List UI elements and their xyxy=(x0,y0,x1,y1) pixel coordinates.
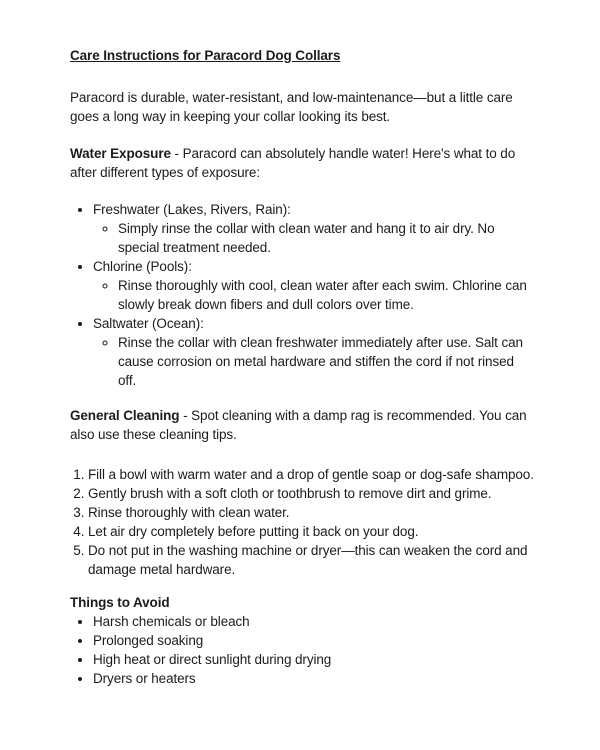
saltwater-label: Saltwater (Ocean): xyxy=(93,316,204,331)
things-to-avoid-heading: Things to Avoid xyxy=(70,595,170,610)
avoid-item-dryers-text: Dryers or heaters xyxy=(93,671,196,686)
saltwater-sub-list xyxy=(93,333,534,390)
cleaning-step-3 xyxy=(88,503,534,522)
cleaning-step-3-text: Rinse thoroughly with clean water. xyxy=(88,505,290,520)
cleaning-step-1 xyxy=(88,465,534,484)
list-item-saltwater xyxy=(93,314,534,390)
list-item-chlorine xyxy=(93,257,534,314)
page-title: Care Instructions for Paracord Dog Collars xyxy=(70,48,341,63)
avoid-item-dryers xyxy=(93,669,534,688)
cleaning-steps-list xyxy=(70,465,534,579)
list-item-saltwater-detail xyxy=(118,333,534,390)
avoid-item-soaking xyxy=(93,631,534,650)
cleaning-step-1-text: Fill a bowl with warm water and a drop of gentle soap or dog-safe shampoo. xyxy=(88,467,534,482)
avoid-item-soaking-text: Prolonged soaking xyxy=(93,633,204,648)
general-cleaning-text: - Spot cleaning with a damp rag is recommended. You can also use these cleaning tips. xyxy=(70,408,527,442)
chlorine-sub-list xyxy=(93,276,534,314)
freshwater-sub-list xyxy=(93,219,534,257)
avoid-item-heat xyxy=(93,650,534,669)
avoid-item-heat-text: High heat or direct sunlight during drying xyxy=(93,652,332,667)
general-cleaning-heading: General Cleaning xyxy=(70,408,180,423)
general-cleaning-paragraph xyxy=(70,406,534,444)
freshwater-detail: Simply rinse the collar with clean water and hang it to air dry. No special treatment needed. xyxy=(118,221,495,255)
chlorine-detail: Rinse thoroughly with cool, clean water after each swim. Chlorine can slowly break down fibers and dull colors over time. xyxy=(118,278,527,312)
avoid-item-chemicals xyxy=(93,612,534,631)
list-item-freshwater-detail xyxy=(118,219,534,257)
water-exposure-heading: Water Exposure xyxy=(70,146,171,161)
cleaning-step-4 xyxy=(88,522,534,541)
water-exposure-paragraph xyxy=(70,144,534,182)
cleaning-step-2 xyxy=(88,484,534,503)
water-exposure-text: - Paracord can absolutely handle water! Here's what to do after different types of exposure: xyxy=(70,146,516,180)
water-exposure-list xyxy=(70,200,534,390)
intro-paragraph: Paracord is durable, water-resistant, and low-maintenance—but a little care goes a long way in keeping your collar looking its best. xyxy=(70,90,513,124)
list-item-freshwater xyxy=(93,200,534,257)
cleaning-step-4-text: Let air dry completely before putting it back on your dog. xyxy=(88,524,419,539)
cleaning-step-5 xyxy=(88,541,534,579)
cleaning-step-2-text: Gently brush with a soft cloth or toothbrush to remove dirt and grime. xyxy=(88,486,492,501)
freshwater-label: Freshwater (Lakes, Rivers, Rain): xyxy=(93,202,291,217)
chlorine-label: Chlorine (Pools): xyxy=(93,259,192,274)
things-to-avoid-list xyxy=(70,612,534,688)
list-item-chlorine-detail xyxy=(118,276,534,314)
saltwater-detail: Rinse the collar with clean freshwater immediately after use. Salt can cause corrosion on metal hardware and stiffen the cord if not rinsed off. xyxy=(118,335,523,388)
cleaning-step-5-text: Do not put in the washing machine or dryer—this can weaken the cord and damage metal hardware. xyxy=(88,543,528,577)
avoid-item-chemicals-text: Harsh chemicals or bleach xyxy=(93,614,250,629)
